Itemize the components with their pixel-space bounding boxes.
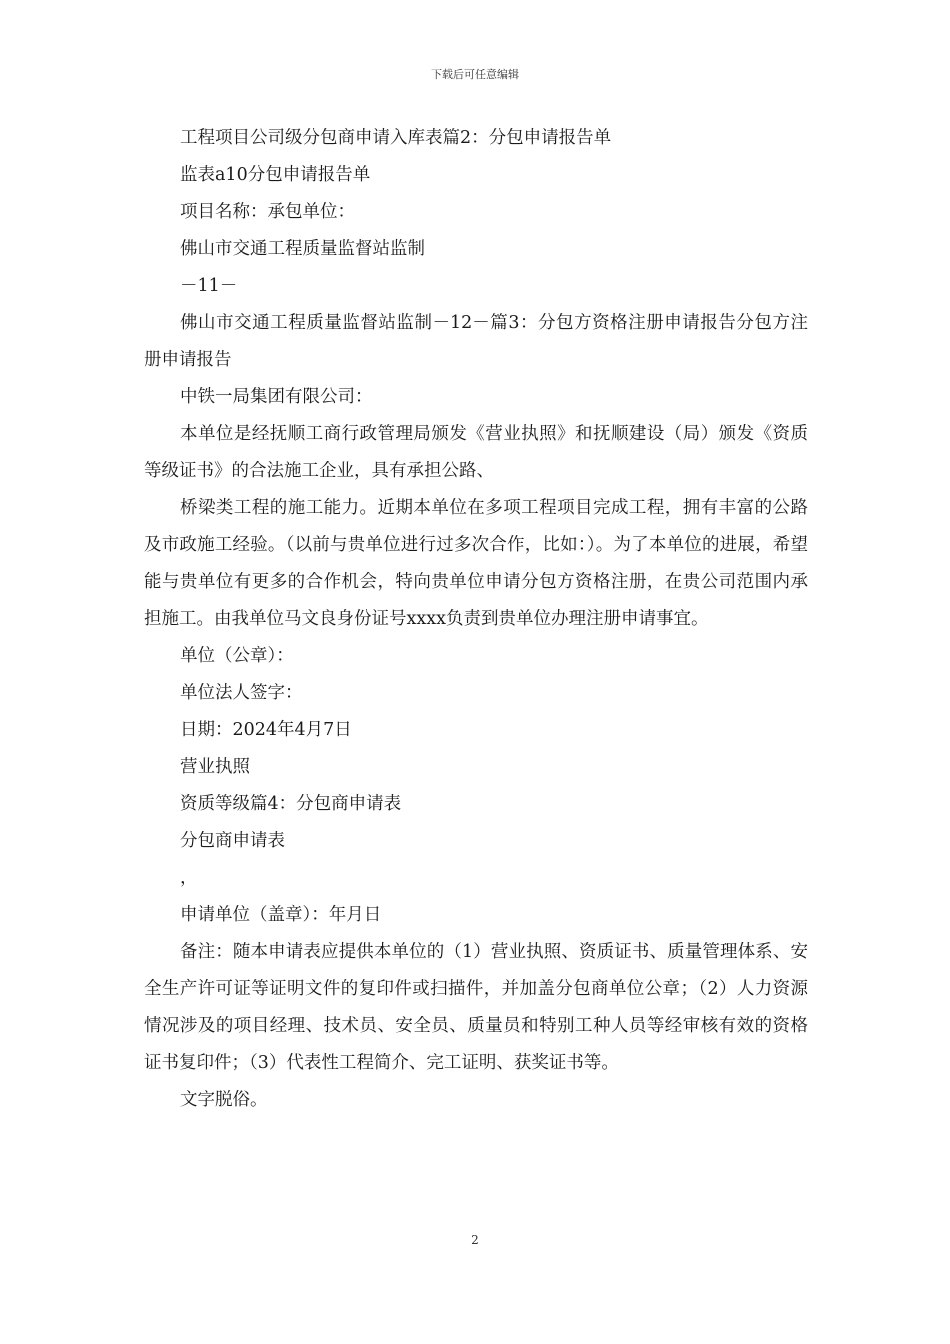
paragraph-form-title: 分包商申请表 xyxy=(180,831,285,851)
paragraph-applicant: 申请单位（盖章）：年月日 xyxy=(180,905,382,925)
paragraph-date: 日期：2024年4月7日 xyxy=(180,720,352,740)
paragraph-company-seal: 单位（公章）： xyxy=(180,646,294,666)
paragraph-article-3-title: 佛山市交通工程质量监督站监制－12－篇3：分包方资格注册申请报告分包方注册申请报告 xyxy=(144,313,808,370)
page-number: 2 xyxy=(471,1233,479,1247)
paragraph-capability: 桥梁类工程的施工能力。近期本单位在多项工程项目完成工程，拥有丰富的公路及市政施工经验。（以前与贵单位进行过多次合作，比如：）。为了本单位的进展，希望能与贵单位有更多的合作机会，特向贵单位申请分包方资格注册，在贵公司范围内承担施工。由我单位马文良身份证号xxxx负责到贵单位办理注册申请事宜。 xyxy=(144,498,808,629)
paragraph-intro: 本单位是经抚顺工商行政管理局颁发《营业执照》和抚顺建设（局）颁发《资质等级证书》的合法施工企业，具有承担公路、 xyxy=(144,424,808,481)
paragraph-business-license: 营业执照 xyxy=(180,757,250,777)
paragraph-project-name: 项目名称：承包单位： xyxy=(180,202,355,222)
paragraph-article-2-title: 工程项目公司级分包商申请入库表篇2：分包申请报告单 xyxy=(180,128,612,148)
page-header-note: 下载后可任意编辑 xyxy=(431,68,519,81)
paragraph-closing: 文字脱俗。 xyxy=(180,1090,268,1110)
paragraph-legal-signature: 单位法人签字： xyxy=(180,683,303,703)
document-body xyxy=(144,120,808,1119)
paragraph-page-marker-11: －11－ xyxy=(180,276,238,296)
paragraph-article-4-title: 资质等级篇4：分包商申请表 xyxy=(180,794,402,814)
paragraph-comma: ， xyxy=(180,868,198,888)
paragraph-supervised-by: 佛山市交通工程质量监督站监制 xyxy=(180,239,425,259)
paragraph-addressee: 中铁一局集团有限公司： xyxy=(180,387,373,407)
paragraph-remarks: 备注：随本申请表应提供本单位的（1）营业执照、资质证书、质量管理体系、安全生产许可证等证明文件的复印件或扫描件，并加盖分包商单位公章；（2）人力资源情况涉及的项目经理、技术员、安全员、质量员和特别工种人员等经审核有效的资格证书复印件；（3）代表性工程简介、完工证明、获奖证书等。 xyxy=(144,942,808,1073)
paragraph-form-a10-title: 监表a10分包申请报告单 xyxy=(180,165,371,185)
